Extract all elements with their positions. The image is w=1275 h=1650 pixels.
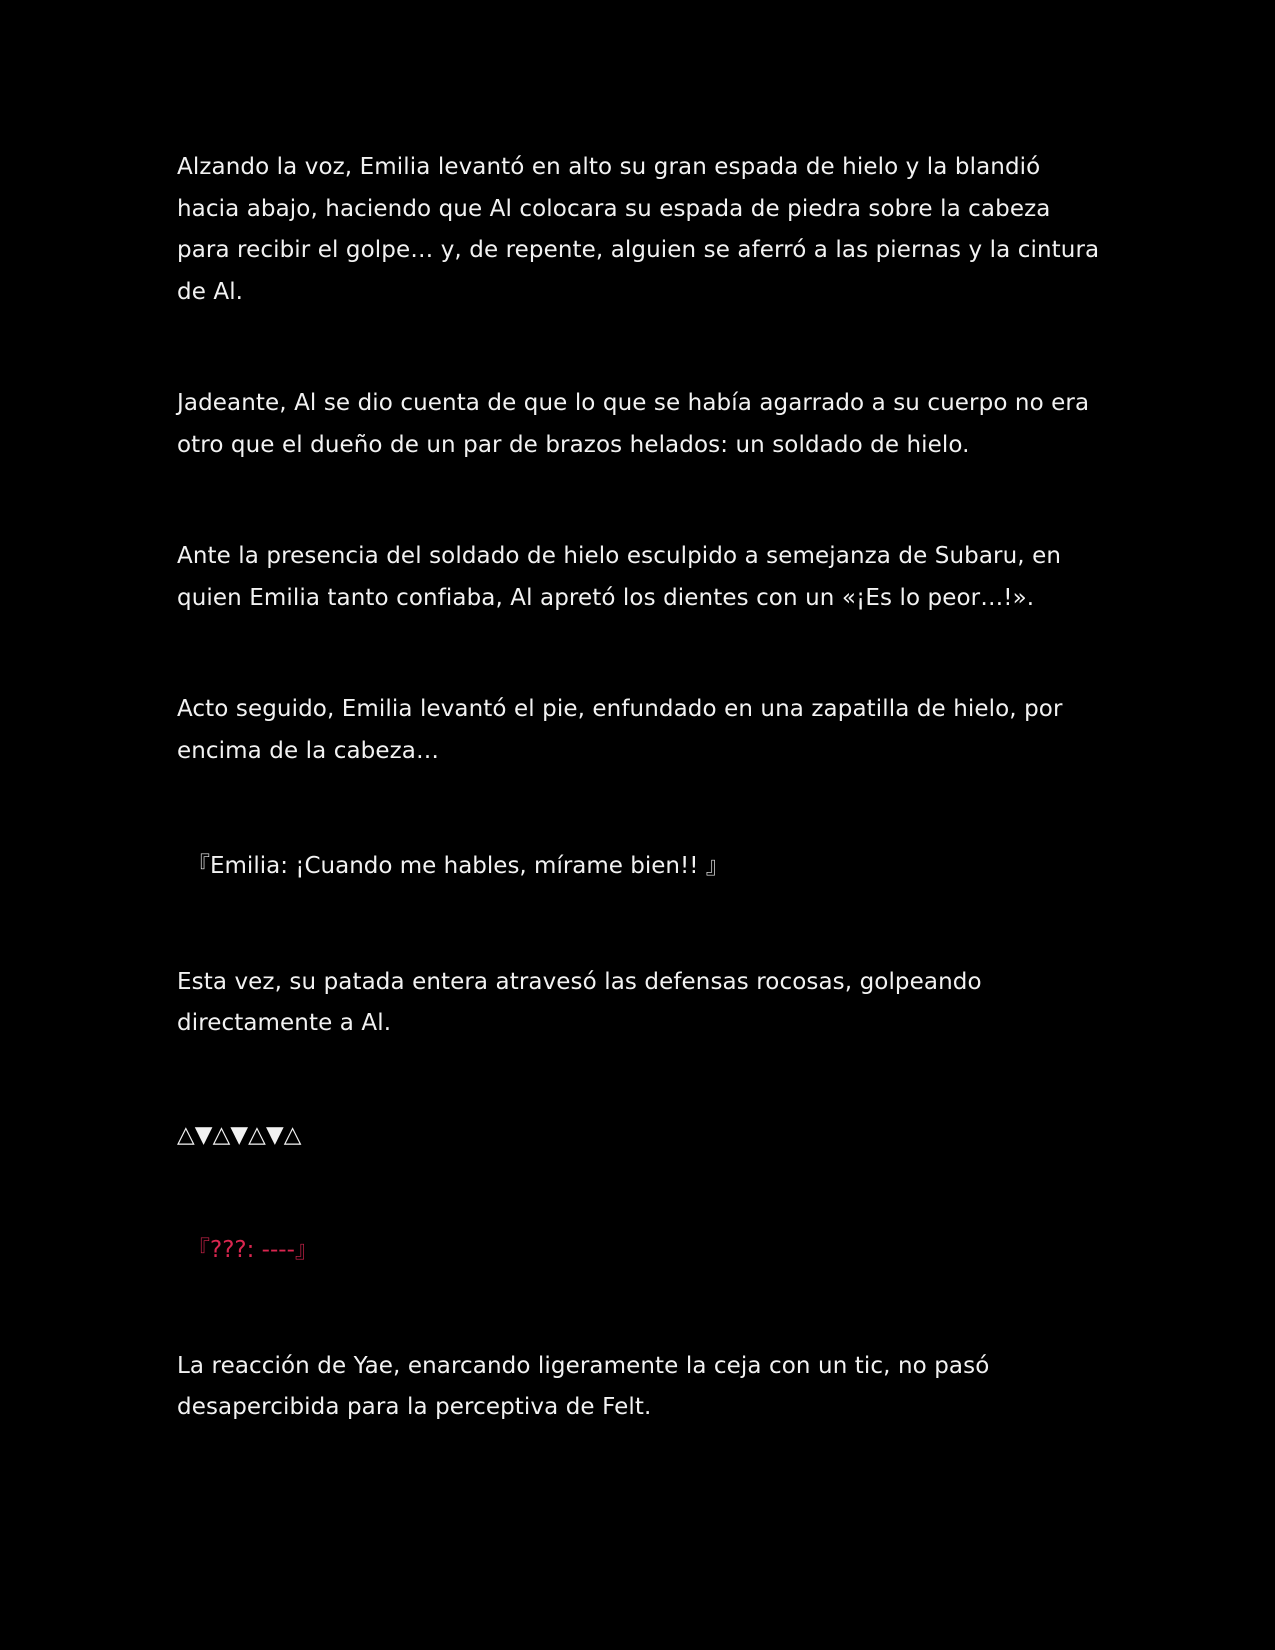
document-body [177, 147, 1107, 1429]
paragraph-3: Ante la presencia del soldado de hielo esculpido a semejanza de Subaru, en quien Emilia tanto confiaba, Al apretó los dientes con un «¡Es lo peor…!». [177, 543, 1062, 611]
scene-break: △▼△▼△▼△ [177, 1121, 302, 1148]
paragraph-5: Esta vez, su patada entera atravesó las defensas rocosas, golpeando directamente a Al. [177, 968, 982, 1036]
dialogue-unknown: 『???: ----』 [187, 1237, 318, 1263]
paragraph-6: La reacción de Yae, enarcando ligeramente la ceja con un tic, no pasó desapercibida para la perceptiva de Felt. [177, 1352, 990, 1420]
paragraph-1: Alzando la voz, Emilia levantó en alto su gran espada de hielo y la blandió hacia abajo, haciendo que Al colocara su espada de piedra sobre la cabeza para recibir el golpe… y, de repente, alguien se aferró a las piernas y la cintura de Al. [177, 154, 1100, 305]
paragraph-2: Jadeante, Al se dio cuenta de que lo que se había agarrado a su cuerpo no era otro que el dueño de un par de brazos helados: un soldado de hielo. [177, 390, 1090, 458]
dialogue-emilia: 『Emilia: ¡Cuando me hables, mírame bien!! 』 [187, 853, 729, 879]
paragraph-4: Acto seguido, Emilia levantó el pie, enfundado en una zapatilla de hielo, por encima de la cabeza… [177, 696, 1063, 764]
